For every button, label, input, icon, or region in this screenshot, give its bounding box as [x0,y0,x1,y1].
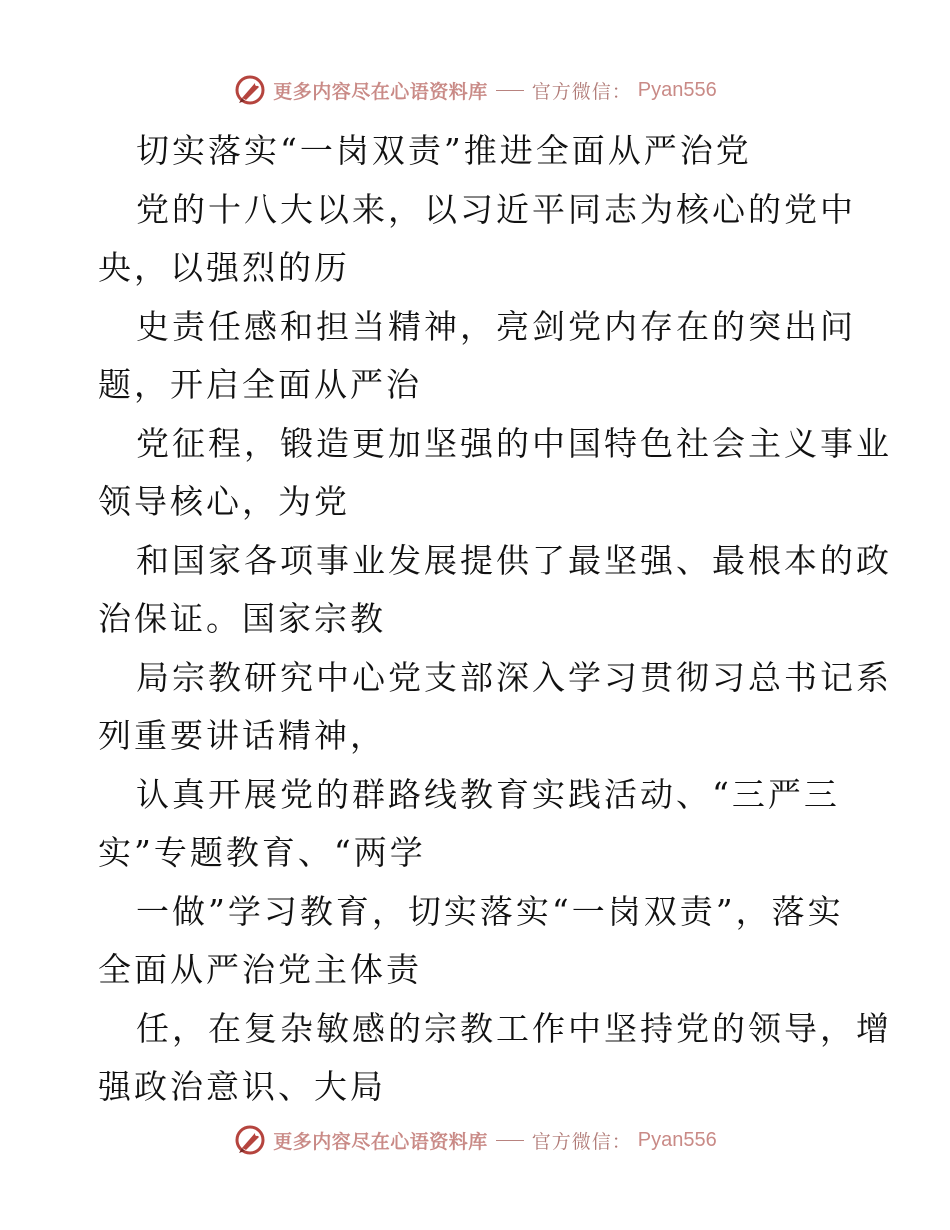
header-brand-text: 更多内容尽在心语资料库 [273,80,488,103]
text-line: 一做”学习教育，切实落实“一岗双责”，落实 [136,891,844,931]
text-line: 题，开启全面从严治 [98,365,422,404]
footer-banner [0,1120,950,1160]
footer-wechat-account: Pyan556 [637,1128,717,1151]
text-line: 实”专题教育、“两学 [98,833,426,872]
text-line: 治保证。国家宗教 [98,599,386,638]
header-banner [0,70,950,110]
text-line: 和国家各项事业发展提供了最坚强、最根本的政 [136,540,892,580]
header-wechat-account: Pyan556 [637,78,717,101]
document-title: 切实落实“一岗双责”推进全面从严治党 [136,131,752,170]
text-line: 任，在复杂敏感的宗教工作中坚持党的领导，增 [136,1008,892,1048]
document-body [98,122,892,1117]
text-line: 认真开展党的群路线教育实践活动、“三严三 [136,774,840,814]
text-line: 央，以强烈的历 [98,248,350,287]
footer-wechat-label: 官方微信： [531,1130,632,1153]
text-line: 党的十八大以来，以习近平同志为核心的党中 [136,189,856,229]
text-line: 史责任感和担当精神，亮剑党内存在的突出问 [136,306,856,346]
text-line: 列重要讲话精神， [98,716,386,755]
footer-separator [496,1140,524,1141]
footer-brand-text: 更多内容尽在心语资料库 [273,1130,488,1153]
text-line: 党征程，锻造更加坚强的中国特色社会主义事业 [136,423,892,463]
header-wechat-label: 官方微信： [531,80,632,103]
text-line: 强政治意识、大局 [98,1067,386,1106]
text-line: 全面从严治党主体责 [98,950,422,989]
pen-logo-icon [233,1123,267,1157]
text-line: 领导核心，为党 [98,482,350,521]
text-line: 局宗教研究中心党支部深入学习贯彻习总书记系 [136,657,892,697]
pen-logo-icon [233,73,267,107]
header-separator [496,90,524,91]
